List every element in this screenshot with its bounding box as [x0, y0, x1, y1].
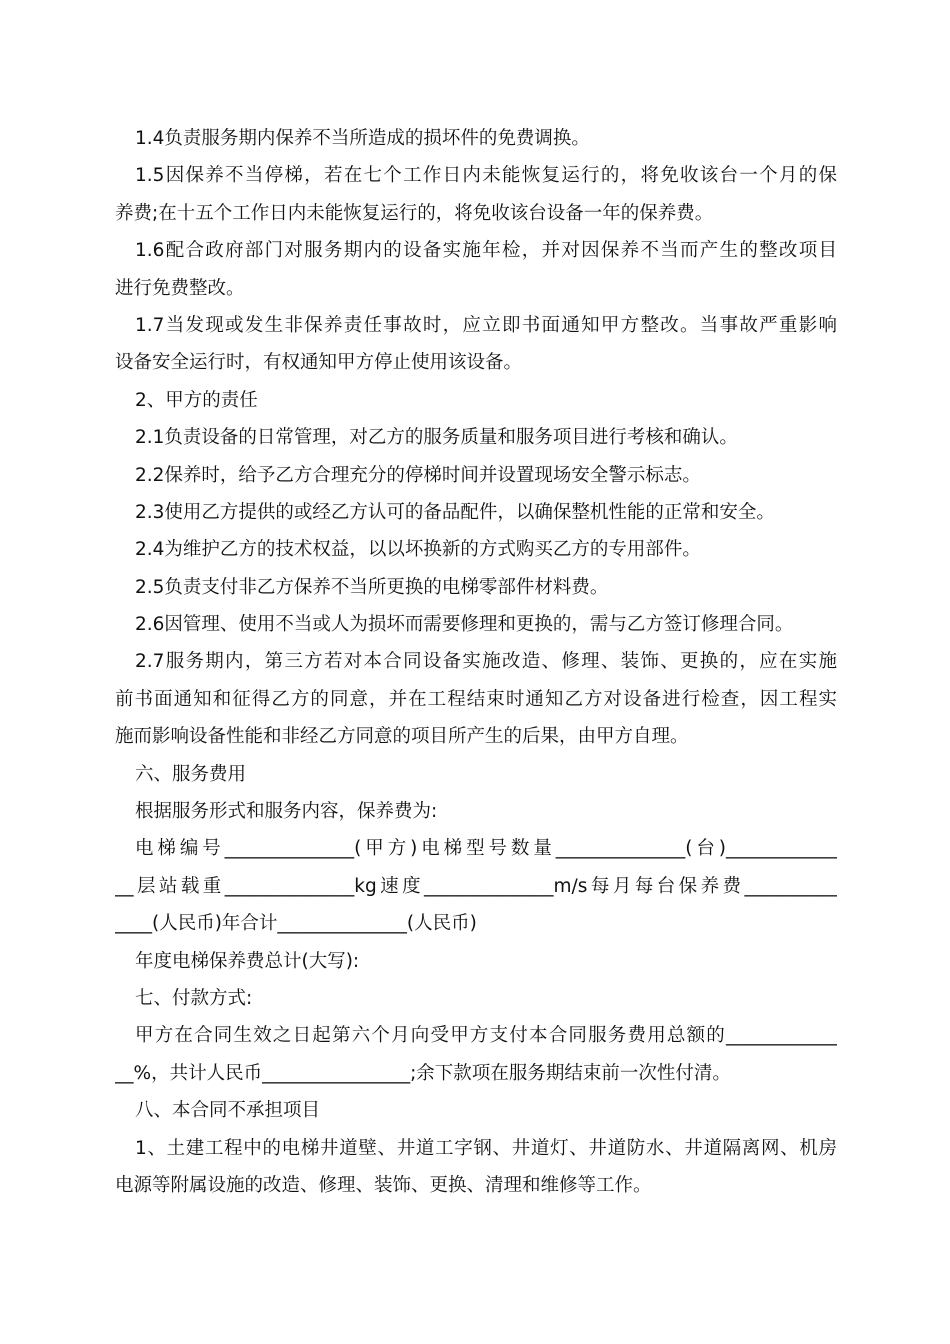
section-heading: 六、服务费用 — [135, 763, 247, 785]
text-line: 1.5因保养不当停梯，若在七个工作日内未能恢复运行的，将免收该台一个月的保 — [135, 165, 837, 187]
text-line: 2.6因管理、使用不当或人为损坏而需要修理和更换的，需与乙方签订修理合同。 — [135, 614, 794, 636]
text-line: 施而影响设备性能和非经乙方同意的项目所产生的后果，由甲方自理。 — [115, 726, 689, 748]
form-fill-line: 甲方在合同生效之日起第六个月向受甲方支付本合同服务费用总额的____________ — [135, 1025, 837, 1047]
document-page — [115, 120, 837, 1204]
text-line: 设备安全运行时，有权通知甲方停止使用该设备。 — [115, 352, 523, 374]
form-fill-line: __层站载重______________kg速度______________m/s每月每台保养费__________ — [115, 875, 837, 897]
text-line: 1、土建工程中的电梯井道壁、井道工字钢、井道灯、井道防水、井道隔离网、机房 — [135, 1137, 837, 1159]
text-line: 电源等附属设施的改造、修理、装饰、更换、清理和维修等工作。 — [115, 1174, 652, 1196]
text-line: 2.7服务期内，第三方若对本合同设备实施改造、修理、装饰、更换的，应在实施 — [135, 651, 837, 673]
text-line: 2.3使用乙方提供的或经乙方认可的备品配件，以确保整机性能的正常和安全。 — [135, 501, 775, 523]
form-fill-line: 电梯编号______________(甲方)电梯型号数量______________(台)____________ — [135, 838, 837, 860]
text-line: 2.4为维护乙方的技术权益，以以坏换新的方式购买乙方的专用部件。 — [135, 539, 701, 561]
text-line: 前书面通知和征得乙方的同意，并在工程结束时通知乙方对设备进行检查，因工程实 — [115, 688, 837, 710]
text-line: 养费;在十五个工作日内未能恢复运行的，将免收该台设备一年的保养费。 — [115, 202, 714, 224]
text-line: 根据服务形式和服务内容，保养费为: — [135, 801, 438, 823]
text-line: 2.2保养时，给予乙方合理充分的停梯时间并设置现场安全警示标志。 — [135, 464, 701, 486]
text-line: 2.5负责支付非乙方保养不当所更换的电梯零部件材料费。 — [135, 576, 609, 598]
text-line: 1.6配合政府部门对服务期内的设备实施年检，并对因保养不当而产生的整改项目 — [135, 240, 837, 262]
text-line: 2.1负责设备的日常管理，对乙方的服务质量和服务项目进行考核和确认。 — [135, 427, 738, 449]
section-heading: 七、付款方式: — [135, 987, 253, 1009]
form-fill-line: __%，共计人民币________________;余下款项在服务期结束前一次性付清。 — [115, 1062, 731, 1084]
text-line: 1.7当发现或发生非保养责任事故时，应立即书面通知甲方整改。当事故严重影响 — [135, 314, 837, 336]
text-line: 年度电梯保养费总计(大写): — [135, 950, 360, 972]
section-heading: 八、本合同不承担项目 — [135, 1100, 321, 1122]
section-heading: 2、甲方的责任 — [135, 389, 258, 411]
form-fill-line: ____(人民币)年合计______________(人民币) — [115, 913, 477, 935]
text-line: 1.4负责服务期内保养不当所造成的损坏件的免费调换。 — [135, 128, 590, 149]
text-line: 进行免费整改。 — [115, 277, 245, 299]
